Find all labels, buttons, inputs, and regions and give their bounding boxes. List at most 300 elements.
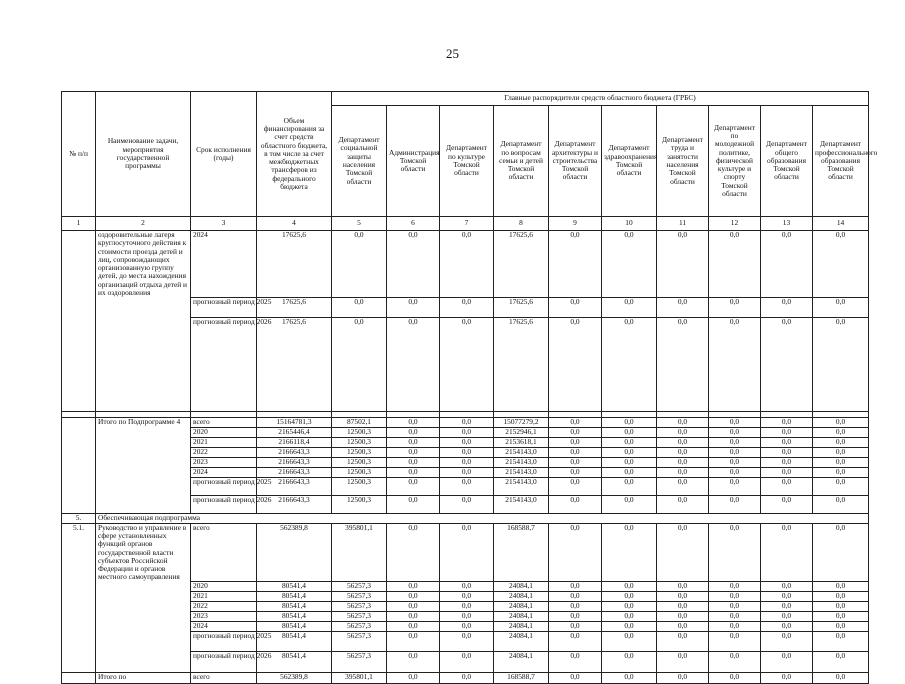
value-cell: 0,0 [657,612,709,622]
row-name [96,592,191,602]
table-row [62,437,869,447]
row-period: прогнозный период 2025 [191,297,257,317]
value-cell: 0,0 [440,673,494,684]
value-cell: 17625,6 [257,317,332,411]
value-cell: 0,0 [549,231,602,298]
header-department: Департамент архитектуры и строительства Томской области [549,106,602,217]
row-name [96,622,191,632]
column-number: 3 [191,217,257,231]
value-cell: 0,0 [657,417,709,427]
table-row [62,457,869,467]
value-cell: 0,0 [549,523,602,581]
value-cell: 0,0 [657,495,709,513]
table-row [62,582,869,592]
value-cell: 80541,4 [257,612,332,622]
value-cell: 56257,3 [332,592,387,602]
table-row [62,477,869,495]
value-cell: 0,0 [709,622,761,632]
value-cell: 0,0 [602,602,657,612]
value-cell: 0,0 [387,317,440,411]
row-name: Итого по [96,673,191,684]
row-period: 2022 [191,602,257,612]
row-number [62,632,96,652]
row-name [96,612,191,622]
value-cell: 0,0 [761,495,813,513]
value-cell: 0,0 [813,582,869,592]
value-cell: 0,0 [440,297,494,317]
value-cell: 0,0 [813,467,869,477]
value-cell: 0,0 [761,523,813,581]
value-cell: 56257,3 [332,602,387,612]
section-row [62,513,869,523]
column-number: 13 [761,217,813,231]
value-cell: 0,0 [602,523,657,581]
value-cell: 0,0 [657,457,709,467]
value-cell: 2165446,4 [257,427,332,437]
row-name [96,447,191,457]
value-cell: 0,0 [709,582,761,592]
value-cell: 0,0 [440,477,494,495]
value-cell: 24084,1 [494,592,549,602]
value-cell: 12500,3 [332,457,387,467]
value-cell: 0,0 [813,477,869,495]
value-cell: 80541,4 [257,632,332,652]
value-cell: 0,0 [813,592,869,602]
row-period: 2020 [191,582,257,592]
row-number [62,612,96,622]
value-cell: 0,0 [602,592,657,602]
value-cell: 0,0 [440,582,494,592]
row-name [96,437,191,447]
value-cell: 0,0 [602,437,657,447]
value-cell: 0,0 [549,495,602,513]
row-name [96,457,191,467]
value-cell: 0,0 [602,612,657,622]
value-cell: 0,0 [549,317,602,411]
row-number [62,592,96,602]
value-cell: 0,0 [602,417,657,427]
value-cell: 2154143,0 [494,495,549,513]
value-cell: 56257,3 [332,652,387,673]
value-cell: 168588,7 [494,523,549,581]
row-name [96,652,191,673]
value-cell: 0,0 [709,231,761,298]
value-cell: 24084,1 [494,632,549,652]
value-cell: 0,0 [813,231,869,298]
value-cell: 0,0 [549,417,602,427]
value-cell: 17625,6 [257,297,332,317]
value-cell: 0,0 [813,632,869,652]
row-name [96,297,191,317]
value-cell: 24084,1 [494,612,549,622]
table-row [62,417,869,427]
value-cell: 168588,7 [494,673,549,684]
row-name [96,477,191,495]
header-department: Департамент по молодежной политике, физической культуре и спорту Томской области [709,106,761,217]
value-cell: 0,0 [709,673,761,684]
row-number [62,495,96,513]
row-number: 5.1. [62,523,96,581]
row-period: всего [191,417,257,427]
column-number: 7 [440,217,494,231]
row-name [96,582,191,592]
value-cell: 0,0 [387,457,440,467]
value-cell: 0,0 [332,317,387,411]
value-cell: 0,0 [549,297,602,317]
value-cell: 0,0 [602,427,657,437]
value-cell: 0,0 [709,632,761,652]
value-cell: 2166118,4 [257,437,332,447]
value-cell: 0,0 [761,592,813,602]
value-cell: 24084,1 [494,582,549,592]
value-cell: 0,0 [761,477,813,495]
row-period: всего [191,673,257,684]
table-row [62,632,869,652]
row-name: Руководство и управление в сфере установленных функций органов государственной власти субъектов Российской Федерации и органов местного самоуправления [96,523,191,581]
value-cell: 0,0 [549,427,602,437]
value-cell: 0,0 [387,467,440,477]
column-number: 14 [813,217,869,231]
value-cell: 0,0 [657,467,709,477]
budget-table [61,91,878,684]
value-cell: 0,0 [387,427,440,437]
row-period: 2024 [191,467,257,477]
header-row-top [62,92,869,106]
row-period: 2020 [191,427,257,437]
value-cell: 80541,4 [257,582,332,592]
value-cell: 12500,3 [332,467,387,477]
value-cell: 0,0 [549,602,602,612]
table-row [62,467,869,477]
value-cell: 0,0 [761,582,813,592]
table-row [62,523,869,581]
row-period: прогнозный период 2026 [191,652,257,673]
column-number: 11 [657,217,709,231]
value-cell: 0,0 [657,632,709,652]
table-row [62,652,869,673]
value-cell: 2154143,0 [494,457,549,467]
value-cell: 0,0 [602,231,657,298]
value-cell: 0,0 [657,447,709,457]
value-cell: 17625,6 [494,297,549,317]
value-cell: 0,0 [387,652,440,673]
value-cell: 56257,3 [332,612,387,622]
value-cell: 0,0 [602,632,657,652]
value-cell: 0,0 [709,592,761,602]
value-cell: 0,0 [549,652,602,673]
header-department: Департамент по культуре Томской области [440,106,494,217]
value-cell: 17625,6 [494,231,549,298]
value-cell: 0,0 [709,297,761,317]
value-cell: 0,0 [549,457,602,467]
value-cell: 0,0 [657,317,709,411]
row-number [62,457,96,467]
value-cell: 15077279,2 [494,417,549,427]
table-row [62,622,869,632]
value-cell: 0,0 [602,477,657,495]
value-cell: 562389,8 [257,523,332,581]
value-cell: 0,0 [657,652,709,673]
value-cell: 0,0 [387,417,440,427]
value-cell: 0,0 [813,673,869,684]
value-cell: 0,0 [440,427,494,437]
value-cell: 0,0 [549,437,602,447]
value-cell: 0,0 [440,467,494,477]
row-period: 2023 [191,457,257,467]
value-cell: 0,0 [440,632,494,652]
value-cell: 0,0 [440,622,494,632]
value-cell: 0,0 [657,582,709,592]
value-cell: 0,0 [549,632,602,652]
value-cell: 0,0 [709,652,761,673]
value-cell: 2166643,3 [257,467,332,477]
value-cell: 0,0 [813,652,869,673]
value-cell: 56257,3 [332,622,387,632]
value-cell: 0,0 [709,417,761,427]
value-cell: 395801,1 [332,523,387,581]
value-cell: 24084,1 [494,652,549,673]
value-cell: 0,0 [549,467,602,477]
header-grbs-group: Главные распорядители средств областного бюджета (ГРБС) [332,92,869,106]
value-cell: 0,0 [440,447,494,457]
value-cell: 12500,3 [332,447,387,457]
row-number [62,467,96,477]
value-cell: 0,0 [761,427,813,437]
table-row [62,612,869,622]
section-title: Обеспечивающая подпрограмма [96,513,869,523]
header-department: Департамент социальной защиты населения Томской области [332,106,387,217]
value-cell: 2154143,0 [494,447,549,457]
value-cell: 0,0 [440,495,494,513]
value-cell: 0,0 [761,467,813,477]
value-cell: 0,0 [761,317,813,411]
value-cell: 0,0 [813,447,869,457]
value-cell: 0,0 [387,582,440,592]
row-period: 2021 [191,592,257,602]
value-cell: 0,0 [761,652,813,673]
value-cell: 0,0 [387,495,440,513]
value-cell: 0,0 [440,602,494,612]
value-cell: 0,0 [709,612,761,622]
table-row [62,447,869,457]
header-department: Департамент по вопросам семьи и детей Томской области [494,106,549,217]
row-name [96,495,191,513]
value-cell: 2154143,0 [494,477,549,495]
row-number [62,622,96,632]
column-number: 8 [494,217,549,231]
value-cell: 0,0 [761,673,813,684]
row-number [62,427,96,437]
value-cell: 0,0 [440,652,494,673]
value-cell: 0,0 [657,427,709,437]
row-name [96,467,191,477]
header-department: Департамент общего образования Томской области [761,106,813,217]
row-name [96,317,191,411]
row-period: 2024 [191,622,257,632]
row-period: 2023 [191,612,257,622]
value-cell: 0,0 [709,447,761,457]
row-name: Итого по Подпрограмме 4 [96,417,191,427]
row-number [62,297,96,317]
column-number: 6 [387,217,440,231]
value-cell: 0,0 [332,297,387,317]
row-name: оздоровительные лагеря круглосуточного действия к стоимости проезда детей и лиц, сопровождающих организованную группу детей, до места нахождения организаций отдыха детей и их оздоровления [96,231,191,298]
page-number: 25 [446,46,459,61]
row-name [96,427,191,437]
header-number: № п/п [62,92,96,217]
value-cell: 0,0 [440,417,494,427]
row-period: 2024 [191,231,257,298]
value-cell: 0,0 [813,602,869,612]
value-cell: 0,0 [709,602,761,612]
value-cell: 24084,1 [494,602,549,612]
value-cell: 0,0 [440,231,494,298]
value-cell: 0,0 [387,622,440,632]
value-cell: 0,0 [387,231,440,298]
column-number: 4 [257,217,332,231]
column-number: 10 [602,217,657,231]
table-row [62,297,869,317]
value-cell: 0,0 [602,582,657,592]
value-cell: 0,0 [387,447,440,457]
value-cell: 0,0 [602,447,657,457]
row-name [96,632,191,652]
column-number: 1 [62,217,96,231]
row-number [62,447,96,457]
value-cell: 0,0 [761,297,813,317]
value-cell: 0,0 [549,673,602,684]
value-cell: 0,0 [549,622,602,632]
value-cell: 2166643,3 [257,447,332,457]
column-number: 9 [549,217,602,231]
row-period: прогнозный период 2025 [191,632,257,652]
value-cell: 17625,6 [494,317,549,411]
row-period: прогнозный период 2026 [191,317,257,411]
row-number [62,602,96,612]
value-cell: 0,0 [602,673,657,684]
value-cell: 0,0 [761,602,813,612]
row-number [62,652,96,673]
value-cell: 0,0 [657,673,709,684]
header-volume: Объем финансирования за счет средств областного бюджета, в том числе за счет межбюджетных трансферов из федерального бюджета [257,92,332,217]
value-cell: 0,0 [549,477,602,495]
value-cell: 0,0 [549,447,602,457]
value-cell: 0,0 [761,622,813,632]
value-cell: 56257,3 [332,632,387,652]
value-cell: 0,0 [709,523,761,581]
value-cell: 0,0 [440,437,494,447]
value-cell: 2154143,0 [494,467,549,477]
value-cell: 0,0 [602,317,657,411]
value-cell: 0,0 [387,477,440,495]
value-cell: 0,0 [602,457,657,467]
row-number [62,673,96,684]
value-cell: 2166643,3 [257,495,332,513]
value-cell: 0,0 [761,457,813,467]
value-cell: 0,0 [549,582,602,592]
value-cell: 0,0 [709,457,761,467]
value-cell: 0,0 [602,467,657,477]
row-period: 2022 [191,447,257,457]
value-cell: 0,0 [813,297,869,317]
value-cell: 0,0 [709,317,761,411]
value-cell: 0,0 [602,652,657,673]
value-cell: 0,0 [813,437,869,447]
table-row [62,317,869,411]
header-name: Наименование задачи, мероприятия государственной программы [96,92,191,217]
value-cell: 0,0 [813,417,869,427]
value-cell: 0,0 [761,437,813,447]
row-number [62,231,96,298]
row-period: прогнозный период 2025 [191,477,257,495]
value-cell: 2166643,3 [257,457,332,467]
value-cell: 0,0 [387,523,440,581]
value-cell: 80541,4 [257,652,332,673]
value-cell: 0,0 [761,447,813,457]
value-cell: 12500,3 [332,427,387,437]
row-number [62,437,96,447]
row-name [96,602,191,612]
value-cell: 0,0 [440,592,494,602]
value-cell: 0,0 [387,297,440,317]
header-department: Департамент здравоохранения Томской области [602,106,657,217]
value-cell: 0,0 [709,427,761,437]
value-cell: 0,0 [387,612,440,622]
value-cell: 2152946,1 [494,427,549,437]
value-cell: 0,0 [440,523,494,581]
value-cell: 80541,4 [257,622,332,632]
value-cell: 17625,6 [257,231,332,298]
value-cell: 0,0 [549,612,602,622]
table-row [62,602,869,612]
value-cell: 0,0 [657,592,709,602]
value-cell: 87502,1 [332,417,387,427]
header-department: Администрация Томской области [387,106,440,217]
value-cell: 562389,8 [257,673,332,684]
header-period: Срок исполнения (годы) [191,92,257,217]
section-number: 5. [62,513,96,523]
value-cell: 0,0 [657,297,709,317]
value-cell: 2166643,3 [257,477,332,495]
value-cell: 0,0 [761,417,813,427]
value-cell: 0,0 [709,437,761,447]
table-row [62,427,869,437]
value-cell: 15164781,3 [257,417,332,427]
value-cell: 0,0 [387,592,440,602]
value-cell: 0,0 [387,437,440,447]
value-cell: 0,0 [602,622,657,632]
row-period: всего [191,523,257,581]
column-number: 5 [332,217,387,231]
value-cell: 0,0 [440,612,494,622]
value-cell: 80541,4 [257,602,332,612]
value-cell: 0,0 [657,523,709,581]
value-cell: 0,0 [440,317,494,411]
row-period: прогнозный период 2026 [191,495,257,513]
table-row [62,673,869,684]
value-cell: 0,0 [709,467,761,477]
value-cell: 24084,1 [494,622,549,632]
value-cell: 0,0 [332,231,387,298]
value-cell: 0,0 [387,632,440,652]
value-cell: 0,0 [761,632,813,652]
value-cell: 12500,3 [332,477,387,495]
value-cell: 0,0 [657,602,709,612]
value-cell: 80541,4 [257,592,332,602]
value-cell: 0,0 [813,457,869,467]
value-cell: 0,0 [709,477,761,495]
column-numbers-row [62,217,869,231]
